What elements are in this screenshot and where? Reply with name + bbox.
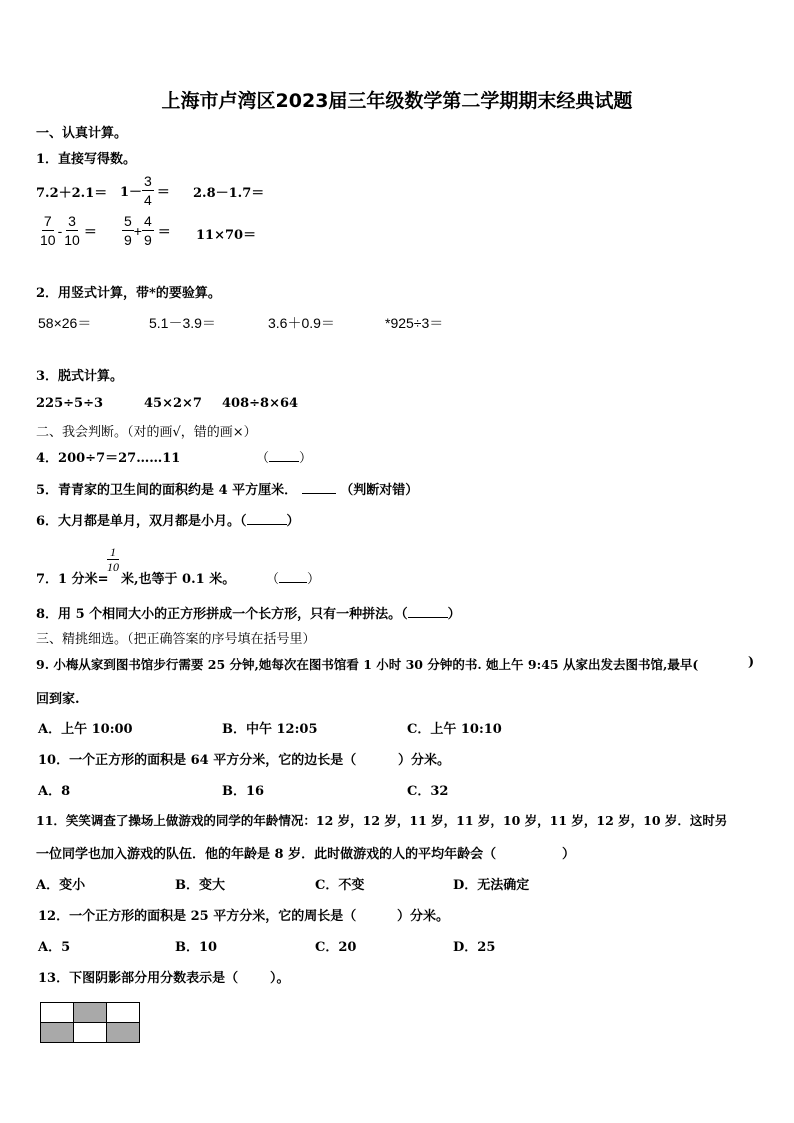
q2-item-3: 3.6＋0.9＝ [268,315,335,331]
numerator: 3 [144,173,152,189]
grid-cell-shaded [74,1003,107,1023]
grid-cell-shaded [41,1023,74,1043]
fraction [142,212,154,249]
q3-item-2: 45×2×7 [144,396,202,411]
question-9-line-2: 回到家. [36,692,80,707]
question-11-line-2: 一位同学也加入游戏的队伍．他的年龄是 8 岁．此时做游戏的人的平均年龄会（ [36,847,497,862]
question-13: 13．下图阴影部分用分数表示是（ [38,971,239,986]
numerator: 7 [43,213,52,229]
q7-suffix: 米,也等于 0.1 米。 [121,572,236,587]
q2-item-2: 5.1－3.9＝ [149,315,216,331]
q7-answer-blank[interactable] [266,568,320,587]
denominator: 9 [124,232,132,248]
q13-paren-close: ）。 [270,971,290,986]
denominator: 4 [144,192,152,208]
grid-cell [74,1023,107,1043]
denominator: 9 [143,232,152,248]
paren-open: （ [266,572,280,587]
grid-row [41,1023,140,1043]
grid-cell [107,1003,140,1023]
q6-answer-blank[interactable] [247,512,287,525]
paren-close: ） [447,607,461,622]
q5-text: 5．青青家的卫生间的面积约是 4 平方厘米． [36,483,298,498]
paren-close: ） [299,451,313,466]
question-7 [36,568,109,587]
question-4: 4．200÷7＝27……11 [36,451,181,466]
denominator: 10 [64,232,80,248]
q2-item-4: *925÷3＝ [385,315,444,331]
q9-option-a[interactable]: A．上午 10:00 [38,722,133,737]
q1-expr-5 [122,212,171,249]
question-12: 12．一个正方形的面积是 25 平方分米，它的周长是（ [38,909,357,924]
question-1-label: 1．直接写得数。 [36,152,137,167]
q1-expr-4 [38,212,97,249]
q3-item-1: 225÷5÷3 [36,396,104,411]
paren-close: ） [307,572,321,587]
q1-expr-6: 11×70＝ [196,228,257,243]
numerator: 1 [107,545,119,560]
q7-fraction [106,545,120,574]
question-8 [36,603,461,622]
numerator: 3 [68,213,76,229]
q1-expr-1: 7.2＋2.1＝ [36,186,108,201]
q8-text: 8．用 5 个相同大小的正方形拼成一个长方形，只有一种拼法。（ [36,607,408,622]
equals-sign: ＝ [156,185,170,200]
q3-item-3: 408÷8×64 [222,396,299,411]
q1-expr-2 [120,172,170,209]
q12-paren-close: ）分米。 [397,909,450,924]
q11-option-c[interactable]: C．不变 [315,878,365,893]
operator: + [133,222,142,239]
q1-expr-2-prefix: 1－ [120,185,143,200]
question-6 [36,510,300,529]
question-11-line-1: 11．笑笑调查了操场上做游戏的同学的年龄情况：12 岁，12 岁，11 岁，11 岁，10 岁，11 岁，12 岁，10 岁．这时另 [36,813,728,828]
q11-paren-close: ） [562,847,576,862]
q9-option-b[interactable]: B．中午 12:05 [222,722,318,737]
q11-option-a[interactable]: A．变小 [36,878,86,893]
q10-paren-close: ）分米。 [398,753,451,768]
q11-option-b[interactable]: B．变大 [175,878,225,893]
q1-expr-3: 2.8－1.7＝ [193,186,265,201]
operator: - [57,222,63,239]
q2-item-1: 58×26＝ [38,315,92,331]
question-3-label: 3．脱式计算。 [36,369,124,384]
question-9-line-1: 9. 小梅从家到图书馆步行需要 25 分钟,她每次在图书馆看 1 小时 30 分钟的书. 她上午 9:45 从家出发去图书馆,最早( [36,657,699,672]
shaded-fraction-grid [40,1002,140,1043]
q6-text: 6．大月都是单月，双月都是小月。（ [36,514,247,529]
q10-option-a[interactable]: A．8 [38,784,71,799]
equals-sign: ＝ [83,225,97,240]
q10-option-c[interactable]: C．32 [407,784,449,799]
q12-option-d[interactable]: D．25 [453,940,496,955]
blank-line [279,570,307,583]
q9-paren-close: ) [748,655,755,670]
q7-prefix: 7．1 分米= [36,572,109,587]
equals-sign: ＝ [157,225,171,240]
document-title: 上海市卢湾区2023届三年级数学第二学期期末经典试题 [161,90,633,112]
fraction [122,212,134,249]
grid-cell-shaded [107,1023,140,1043]
section-2-heading: 二、我会判断。（对的画√，错的画×） [36,425,257,440]
fraction [142,172,154,209]
numerator: 4 [143,213,152,229]
paren-close: ） [286,514,300,529]
grid-row [41,1003,140,1023]
q12-option-c[interactable]: C．20 [315,940,357,955]
grid-cell [41,1003,74,1023]
q12-option-b[interactable]: B．10 [175,940,218,955]
q11-option-d[interactable]: D．无法确定 [453,878,530,893]
numerator: 5 [124,213,132,229]
section-1-heading: 一、认真计算。 [36,126,128,141]
paren-open: （ [256,451,270,466]
question-2-label: 2．用竖式计算，带*的要验算。 [36,286,221,301]
q12-option-a[interactable]: A．5 [38,940,71,955]
q4-answer-blank[interactable] [256,447,312,466]
q10-option-b[interactable]: B．16 [222,784,265,799]
blank-line [269,449,299,462]
q9-option-c[interactable]: C．上午 10:10 [407,722,502,737]
q8-answer-blank[interactable] [408,605,448,618]
fraction [38,212,58,249]
denominator: 10 [40,232,56,248]
denominator: 10 [107,560,119,574]
fraction [62,212,82,249]
question-10: 10．一个正方形的面积是 64 平方分米，它的边长是（ [38,753,357,768]
question-5 [36,479,418,498]
q5-suffix: （判断对错） [340,483,419,498]
section-3-heading: 三、精挑细选。（把正确答案的序号填在括号里） [36,632,316,647]
q5-answer-blank[interactable] [302,481,336,494]
